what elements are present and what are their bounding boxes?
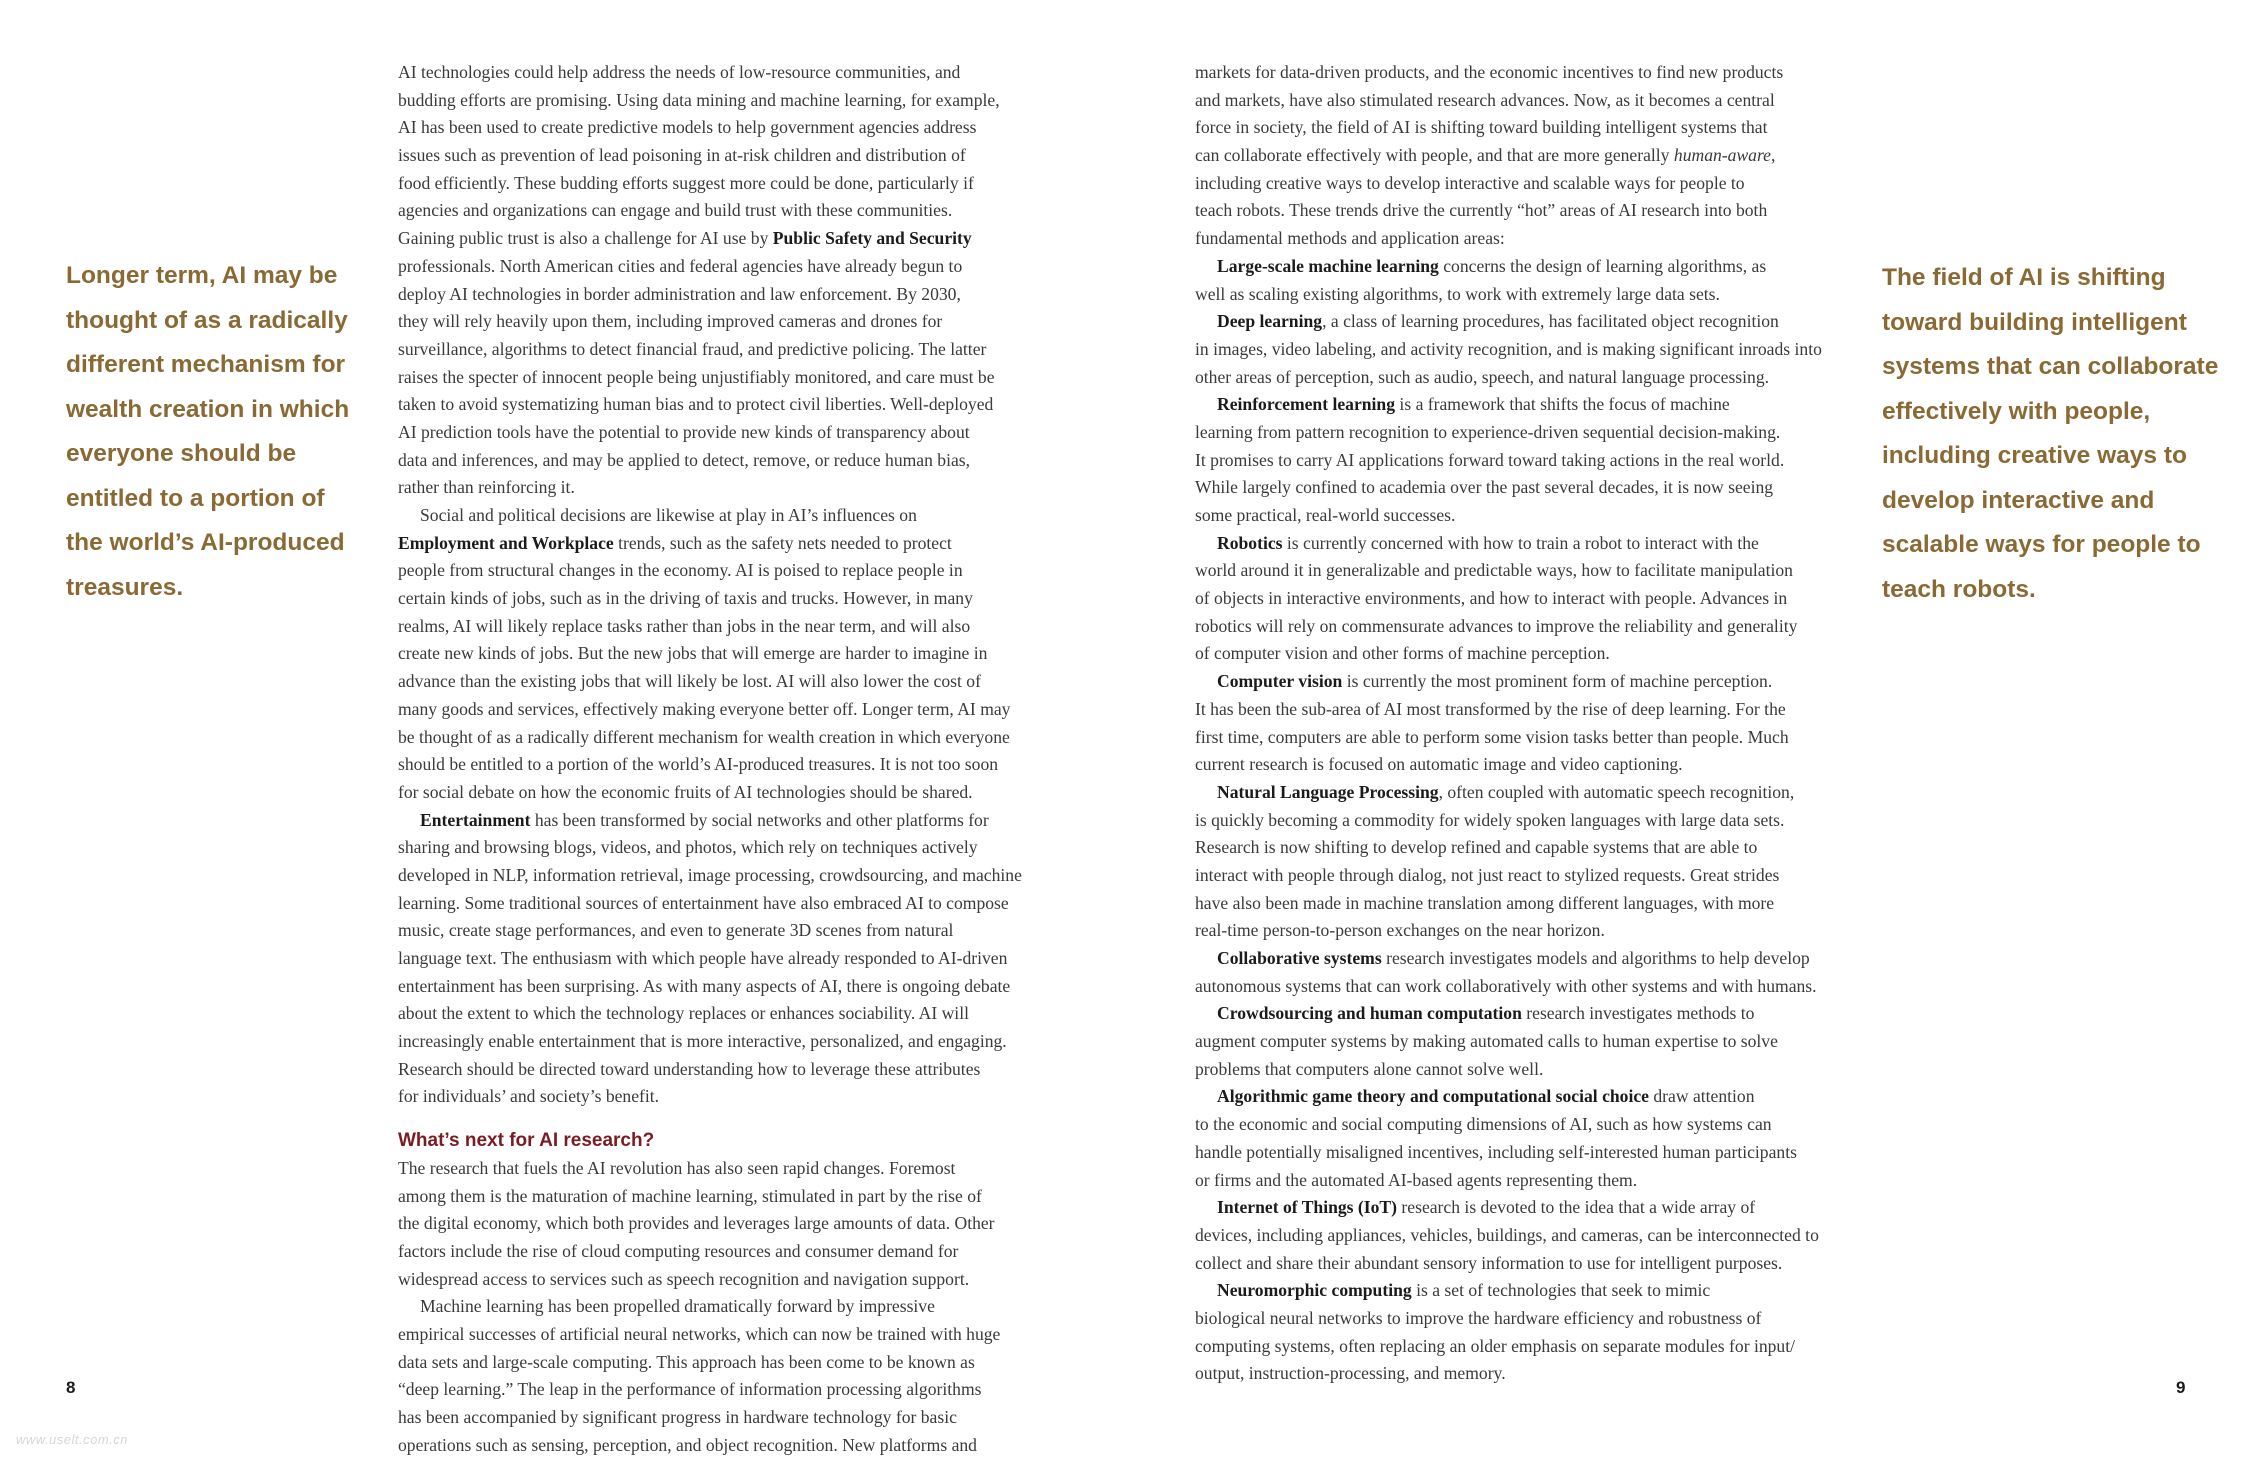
text-run: including creative ways to develop interactive and scalable ways for people to (1195, 172, 1745, 193)
text-line (398, 1238, 1022, 1266)
text-line (1195, 225, 1822, 253)
text-run: fundamental methods and application areas: (1195, 228, 1505, 249)
text-run: certain kinds of jobs, such as in the driving of taxis and trucks. However, in many (398, 588, 973, 609)
text-line (398, 1083, 1022, 1111)
text-line (1195, 419, 1822, 447)
page-number-right: 9 (2176, 1378, 2186, 1397)
text-line (398, 1183, 1022, 1211)
text-line (1195, 945, 1822, 973)
text-run: widespread access to services such as speech recognition and navigation support. (398, 1268, 970, 1289)
text-run: factors include the rise of cloud computing resources and consumer demand for (398, 1240, 959, 1261)
text-line (398, 225, 1022, 253)
text-run: of objects in interactive environments, and how to interact with people. Advances in (1195, 588, 1788, 609)
text-line (398, 114, 1022, 142)
text-run: research is devoted to the idea that a wide array of (1397, 1197, 1756, 1218)
text-line (1195, 640, 1822, 668)
text-line (1195, 779, 1822, 807)
italic-term: human-aware (1673, 145, 1771, 166)
text-run: for social debate on how the economic fruits of AI technologies should be shared. (398, 781, 973, 802)
bold-term: Entertainment (420, 809, 531, 830)
paragraph-gap (398, 1111, 1022, 1127)
text-line (1195, 1222, 1822, 1250)
text-run: learning. Some traditional sources of entertainment have also embraced AI to compose (398, 892, 1009, 913)
text-line (1195, 1333, 1822, 1361)
text-run: handle potentially misaligned incentives, including self-interested human participants (1195, 1141, 1797, 1162)
text-run: should be entitled to a portion of the world’s AI-produced treasures. It is not too soon (398, 754, 999, 775)
text-line (398, 1000, 1022, 1028)
text-line (1195, 308, 1822, 336)
text-line (1195, 973, 1822, 1001)
text-line (1195, 253, 1822, 281)
bold-term: Robotics (1217, 532, 1283, 553)
bold-term: Computer vision (1217, 671, 1343, 692)
text-run: research investigates methods to (1521, 1003, 1755, 1024)
text-run: current research is focused on automatic image and video captioning. (1195, 754, 1683, 775)
text-line (398, 419, 1022, 447)
text-run: advance than the existing jobs that will likely be lost. AI will also lower the cost of (398, 671, 981, 692)
text-line (1195, 1000, 1822, 1028)
bold-term: Neuromorphic computing (1217, 1280, 1412, 1301)
text-line (398, 1266, 1022, 1294)
text-run: biological neural networks to improve the hardware efficiency and robustness of (1195, 1307, 1762, 1328)
text-line (398, 1321, 1022, 1349)
text-run: trends, such as the safety nets needed to protect (613, 532, 952, 553)
text-line (1195, 281, 1822, 309)
text-run: create new kinds of jobs. But the new jobs that will emerge are harder to imagine in (398, 643, 988, 664)
text-line (1195, 1056, 1822, 1084)
text-line (398, 1349, 1022, 1377)
text-run: language text. The enthusiasm with which people have already responded to AI-driven (398, 948, 1008, 968)
text-run: deploy AI technologies in border administration and law enforcement. By 2030, (398, 283, 961, 304)
bold-term: Deep learning (1217, 311, 1323, 332)
text-line (1195, 1194, 1822, 1222)
text-line (398, 447, 1022, 475)
text-line (1195, 1277, 1822, 1305)
text-line (398, 1404, 1022, 1432)
text-run: well as scaling existing algorithms, to work with extremely large data sets. (1195, 283, 1720, 304)
bold-term: Natural Language Processing (1217, 781, 1439, 802)
text-run: teach robots. These trends drive the currently “hot” areas of AI research into both (1195, 200, 1768, 221)
body-column-left (398, 59, 1022, 1459)
text-line (1195, 585, 1822, 613)
pull-quote-left: Longer term, AI may be thought of as a radically different mechanism for wealth creation in which everyone should be entitled to a portion of the world’s AI-produced treasures. (66, 262, 350, 601)
text-run: to the economic and social computing dimensions of AI, such as how systems can (1195, 1114, 1772, 1135)
text-line (398, 281, 1022, 309)
text-run: data sets and large-scale computing. This approach has been come to be known as (398, 1351, 975, 1372)
text-run: professionals. North American cities and federal agencies have already begun to (398, 255, 963, 276)
text-run: computing systems, often replacing an older emphasis on separate modules for input/ (1195, 1335, 1796, 1356)
text-run: collect and share their abundant sensory information to use for intelligent purposes. (1195, 1252, 1783, 1273)
text-run: rather than reinforcing it. (398, 477, 575, 498)
text-line (398, 696, 1022, 724)
text-line (1195, 59, 1822, 87)
text-run: has been accompanied by significant progress in hardware technology for basic (398, 1407, 957, 1427)
text-line (398, 613, 1022, 641)
text-run: force in society, the field of AI is shifting toward building intelligent systems that (1195, 117, 1768, 138)
text-run: research investigates models and algorithms to help develop (1381, 948, 1810, 968)
text-run: empirical successes of artificial neural networks, which can now be trained with huge (398, 1323, 1001, 1344)
text-run: is currently concerned with how to train a robot to interact with the (1282, 532, 1759, 553)
text-line (1195, 197, 1822, 225)
text-line (1195, 1083, 1822, 1111)
text-line (1195, 696, 1822, 724)
text-run: surveillance, algorithms to detect financial fraud, and predictive policing. The latter (398, 338, 987, 359)
text-line (398, 557, 1022, 585)
text-line (1195, 917, 1822, 945)
text-line (398, 1056, 1022, 1084)
text-line (398, 834, 1022, 862)
text-line (398, 945, 1022, 973)
text-line (398, 87, 1022, 115)
bold-term: Crowdsourcing and human computation (1217, 1003, 1522, 1024)
text-run: sharing and browsing blogs, videos, and photos, which rely on techniques actively (398, 837, 978, 858)
text-run: real-time person-to-person exchanges on the near horizon. (1195, 920, 1605, 941)
text-line (398, 973, 1022, 1001)
text-run: many goods and services, effectively making everyone better off. Longer term, AI may (398, 698, 1011, 719)
text-run: can collaborate effectively with people, and that are more generally (1195, 145, 1674, 166)
text-line (1195, 890, 1822, 918)
text-line (398, 170, 1022, 198)
text-run: is quickly becoming a commodity for widely spoken languages with large data sets. (1195, 809, 1785, 830)
text-line (398, 1210, 1022, 1238)
bold-term: Collaborative systems (1217, 948, 1382, 968)
text-run: some practical, real-world successes. (1195, 505, 1456, 525)
text-run: about the extent to which the technology replaces or enhances sociability. AI will (398, 1003, 969, 1024)
text-line (398, 917, 1022, 945)
text-run: Gaining public trust is also a challenge for AI use by (398, 228, 773, 249)
text-line (1195, 1111, 1822, 1139)
text-line (1195, 557, 1822, 585)
text-line (398, 142, 1022, 170)
text-run: agencies and organizations can engage and build trust with these communities. (398, 200, 953, 221)
text-line (398, 59, 1022, 87)
text-line (398, 1155, 1022, 1183)
text-line (398, 391, 1022, 419)
text-line (398, 1376, 1022, 1404)
text-line (1195, 1305, 1822, 1333)
text-run: other areas of perception, such as audio, speech, and natural language processing. (1195, 366, 1770, 387)
text-line (398, 640, 1022, 668)
text-run: entertainment has been surprising. As with many aspects of AI, there is ongoing debate (398, 975, 1011, 996)
text-line (398, 779, 1022, 807)
text-run: draw attention (1648, 1086, 1755, 1107)
text-run: is a framework that shifts the focus of machine (1395, 394, 1730, 415)
bold-term: Employment and Workplace (398, 532, 614, 553)
text-run: robotics will rely on commensurate advances to improve the reliability and generality (1195, 615, 1798, 636)
bold-term: Reinforcement learning (1217, 394, 1396, 415)
text-run: issues such as prevention of lead poisoning in at-risk children and distribution of (398, 145, 966, 166)
text-line (1195, 364, 1822, 392)
body-column-right (1195, 59, 1822, 1388)
text-run: AI has been used to create predictive models to help government agencies address (398, 117, 977, 138)
text-run: data and inferences, and may be applied to detect, remove, or reduce human bias, (398, 449, 971, 470)
text-run: While largely confined to academia over the past several decades, it is now seeing (1195, 477, 1774, 498)
text-run: augment computer systems by making automated calls to human expertise to solve (1195, 1031, 1778, 1052)
bold-term: Public Safety and Security (772, 228, 972, 249)
text-run: of computer vision and other forms of machine perception. (1195, 643, 1610, 664)
text-run: AI prediction tools have the potential to provide new kinds of transparency about (398, 421, 970, 442)
text-run: , (1770, 145, 1776, 166)
text-line (398, 890, 1022, 918)
bold-term: Internet of Things (IoT) (1217, 1197, 1398, 1218)
text-run: first time, computers are able to perform some vision tasks better than people. Much (1195, 726, 1789, 747)
text-run: they will rely heavily upon them, including improved cameras and drones for (398, 311, 943, 332)
text-line (398, 668, 1022, 696)
text-run: the digital economy, which both provides and leverages large amounts of data. Other (398, 1213, 995, 1234)
section-heading: What’s next for AI research? (398, 1130, 655, 1152)
text-line (398, 724, 1022, 752)
text-run: world around it in generalizable and predictable ways, how to facilitate manipulation (1195, 560, 1793, 581)
text-run: “deep learning.” The leap in the performance of information processing algorithms (398, 1379, 982, 1400)
text-line (1195, 1360, 1822, 1388)
text-run: , often coupled with automatic speech recognition, (1438, 781, 1795, 802)
text-run: Social and political decisions are likewise at play in AI’s influences on (420, 505, 917, 525)
text-run: people from structural changes in the economy. AI is poised to replace people in (398, 560, 963, 581)
text-line (398, 807, 1022, 835)
text-run: interact with people through dialog, not just react to stylized requests. Great strides (1195, 864, 1780, 885)
text-line (398, 862, 1022, 890)
text-line (398, 253, 1022, 281)
text-run: be thought of as a radically different mechanism for wealth creation in which everyone (398, 726, 1010, 747)
text-run: food efficiently. These budding efforts suggest more could be done, particularly if (398, 172, 974, 193)
text-run: It promises to carry AI applications forward toward taking actions in the real world. (1195, 449, 1785, 470)
text-line (1195, 724, 1822, 752)
text-run: learning from pattern recognition to experience-driven sequential decision-making. (1195, 421, 1781, 442)
text-run: is currently the most prominent form of machine perception. (1342, 671, 1773, 692)
text-line (1195, 142, 1822, 170)
text-run: increasingly enable entertainment that is more interactive, personalized, and engaging. (398, 1031, 1007, 1052)
text-run: music, create stage performances, and even to generate 3D scenes from natural (398, 920, 954, 941)
text-line (1195, 834, 1822, 862)
text-run: Research should be directed toward understanding how to leverage these attributes (398, 1058, 981, 1079)
bold-term: Algorithmic game theory and computational social choice (1217, 1086, 1649, 1107)
text-run: realms, AI will likely replace tasks rather than jobs in the near term, and will also (398, 615, 971, 636)
text-run: and markets, have also stimulated research advances. Now, as it becomes a central (1195, 89, 1775, 110)
text-line (1195, 1139, 1822, 1167)
text-run: raises the specter of innocent people being unjustifiably monitored, and care must be (398, 366, 995, 387)
text-line (398, 336, 1022, 364)
text-line (398, 308, 1022, 336)
text-line (1195, 474, 1822, 502)
text-line (1195, 1028, 1822, 1056)
text-run: developed in NLP, information retrieval, image processing, crowdsourcing, and machine (398, 864, 1022, 885)
text-run: taken to avoid systematizing human bias and to protect civil liberties. Well-deployed (398, 394, 994, 415)
text-line (1195, 668, 1822, 696)
text-run: problems that computers alone cannot solve well. (1195, 1058, 1544, 1079)
text-line (1195, 336, 1822, 364)
text-run: concerns the design of learning algorithms, as (1438, 255, 1767, 276)
watermark: www.uselt.com.cn (16, 1432, 129, 1447)
text-line (398, 502, 1022, 530)
text-run: Machine learning has been propelled dramatically forward by impressive (420, 1296, 935, 1317)
pull-quote-right: The field of AI is shifting toward building intelligent systems that can collaborate effectively with people, including creative ways to develop interactive and scalable ways for people to teach robots. (1882, 264, 2219, 603)
text-run: for individuals’ and society’s benefit. (398, 1086, 660, 1107)
text-line (1195, 1167, 1822, 1195)
text-line (398, 751, 1022, 779)
text-line (398, 364, 1022, 392)
text-run: is a set of technologies that seek to mimic (1411, 1280, 1711, 1301)
text-line (398, 474, 1022, 502)
text-line (1195, 807, 1822, 835)
text-run: among them is the maturation of machine learning, stimulated in part by the rise of (398, 1185, 982, 1206)
text-run: markets for data-driven products, and the economic incentives to find new products (1195, 62, 1784, 82)
text-run: autonomous systems that can work collaboratively with other systems and with humans. (1195, 975, 1817, 996)
text-run: has been transformed by social networks and other platforms for (530, 809, 989, 830)
text-line (1195, 391, 1822, 419)
bold-term: Large-scale machine learning (1217, 255, 1439, 276)
text-line (1195, 1250, 1822, 1278)
text-run: , a class of learning procedures, has facilitated object recognition (1322, 311, 1779, 332)
text-run: devices, including appliances, vehicles, buildings, and cameras, can be interconnected to (1195, 1224, 1819, 1245)
text-run: It has been the sub-area of AI most transformed by the rise of deep learning. For the (1195, 698, 1786, 719)
text-line (1195, 862, 1822, 890)
text-line (1195, 447, 1822, 475)
text-line (1195, 114, 1822, 142)
text-run: Research is now shifting to develop refined and capable systems that are able to (1195, 837, 1758, 858)
text-line (1195, 502, 1822, 530)
text-line (398, 530, 1022, 558)
text-line (398, 1028, 1022, 1056)
text-run: budding efforts are promising. Using data mining and machine learning, for example, (398, 89, 1000, 110)
text-run: or firms and the automated AI-based agents representing them. (1195, 1169, 1638, 1190)
text-run: have also been made in machine translation among different languages, with more (1195, 892, 1775, 913)
text-line (1195, 87, 1822, 115)
text-run: in images, video labeling, and activity recognition, and is making significant inroads into (1195, 338, 1822, 359)
text-line (398, 1432, 1022, 1459)
text-run: output, instruction-processing, and memory. (1195, 1363, 1506, 1384)
text-line (1195, 170, 1822, 198)
text-line (398, 585, 1022, 613)
text-run: The research that fuels the AI revolution has also seen rapid changes. Foremost (398, 1157, 956, 1178)
text-run: operations such as sensing, perception, and object recognition. New platforms and (398, 1434, 977, 1455)
text-line (1195, 751, 1822, 779)
text-run: AI technologies could help address the needs of low-resource communities, and (398, 62, 961, 82)
text-line (398, 197, 1022, 225)
page-number-left: 8 (66, 1378, 76, 1397)
text-line (1195, 530, 1822, 558)
text-line (398, 1293, 1022, 1321)
text-line (1195, 613, 1822, 641)
